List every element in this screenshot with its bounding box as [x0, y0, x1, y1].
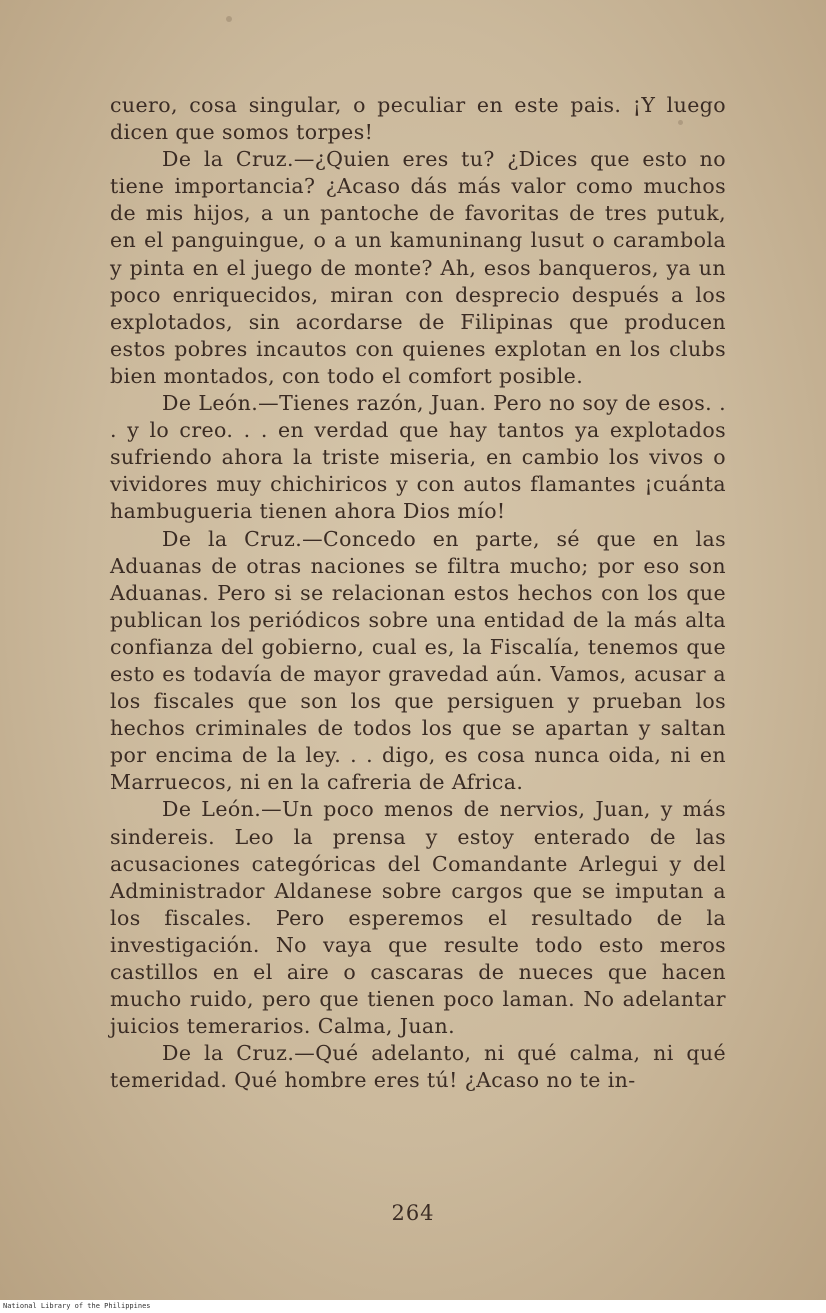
footer-credit: National Library of the Philippines: [0, 1300, 826, 1313]
paragraph: cuero, cosa singular, o peculiar en este pais. ¡Y luego dicen que somos torpes!: [110, 93, 726, 145]
paragraph: De León.—Un poco menos de nervios, Juan, y más sindereis. Leo la prensa y estoy enterado de las acusaciones categóricas del Comandante Arlegui y del Administrador Aldanese sobre cargos que se imputan a los fiscales. Pero esperemos el resultado de la investigación. No vaya que resulte todo esto meros castillos en el aire o cascaras de nueces que hacen mucho ruido, pero que tienen poco laman. No adelantar juicios temerarios. Calma, Juan.: [110, 797, 726, 1039]
body-text: [110, 92, 726, 1094]
paragraph: De la Cruz.—Concedo en parte, sé que en las Aduanas de otras naciones se filtra mucho; por eso son Aduanas. Pero si se relacionan estos hechos con los que publican los periódicos sobre una entidad de la más alta confianza del gobierno, cual es, la Fiscalía, tenemos que esto es todavía de mayor gravedad aún. Vamos, acusar a los fiscales que son los que persiguen y prueban los hechos criminales de todos los que se apartan y saltan por encima de la ley. . . digo, es cosa nunca oida, ni en Marruecos, ni en la cafreria de Africa.: [110, 526, 726, 795]
paragraph: De la Cruz.—Qué adelanto, ni qué calma, ni qué temeridad. Qué hombre eres tú! ¿Acaso no te in-: [110, 1041, 726, 1093]
paragraph: De la Cruz.—¿Quien eres tu? ¿Dices que esto no tiene importancia? ¿Acaso dás más valor como muchos de mis hijos, a un pantoche de favoritas de tres putuk, en el panguingue, o a un kamuninang lusut o carambola y pinta en el juego de monte? Ah, esos banqueros, ya un poco enriquecidos, miran con desprecio después a los explotados, sin acordarse de Filipinas que producen estos pobres incautos con quienes explotan en los clubs bien montados, con todo el comfort posible.: [110, 147, 726, 388]
page-number: 264: [391, 1201, 435, 1225]
paragraph: De León.—Tienes razón, Juan. Pero no soy de esos. . . y lo creo. . . en verdad que hay tantos ya explotados sufriendo ahora la triste miseria, en cambio los vivos o vividores muy chichiricos y con autos flamantes ¡cuánta hambugueria tienen ahora Dios mío!: [110, 391, 726, 524]
paper-speck: [226, 16, 232, 22]
